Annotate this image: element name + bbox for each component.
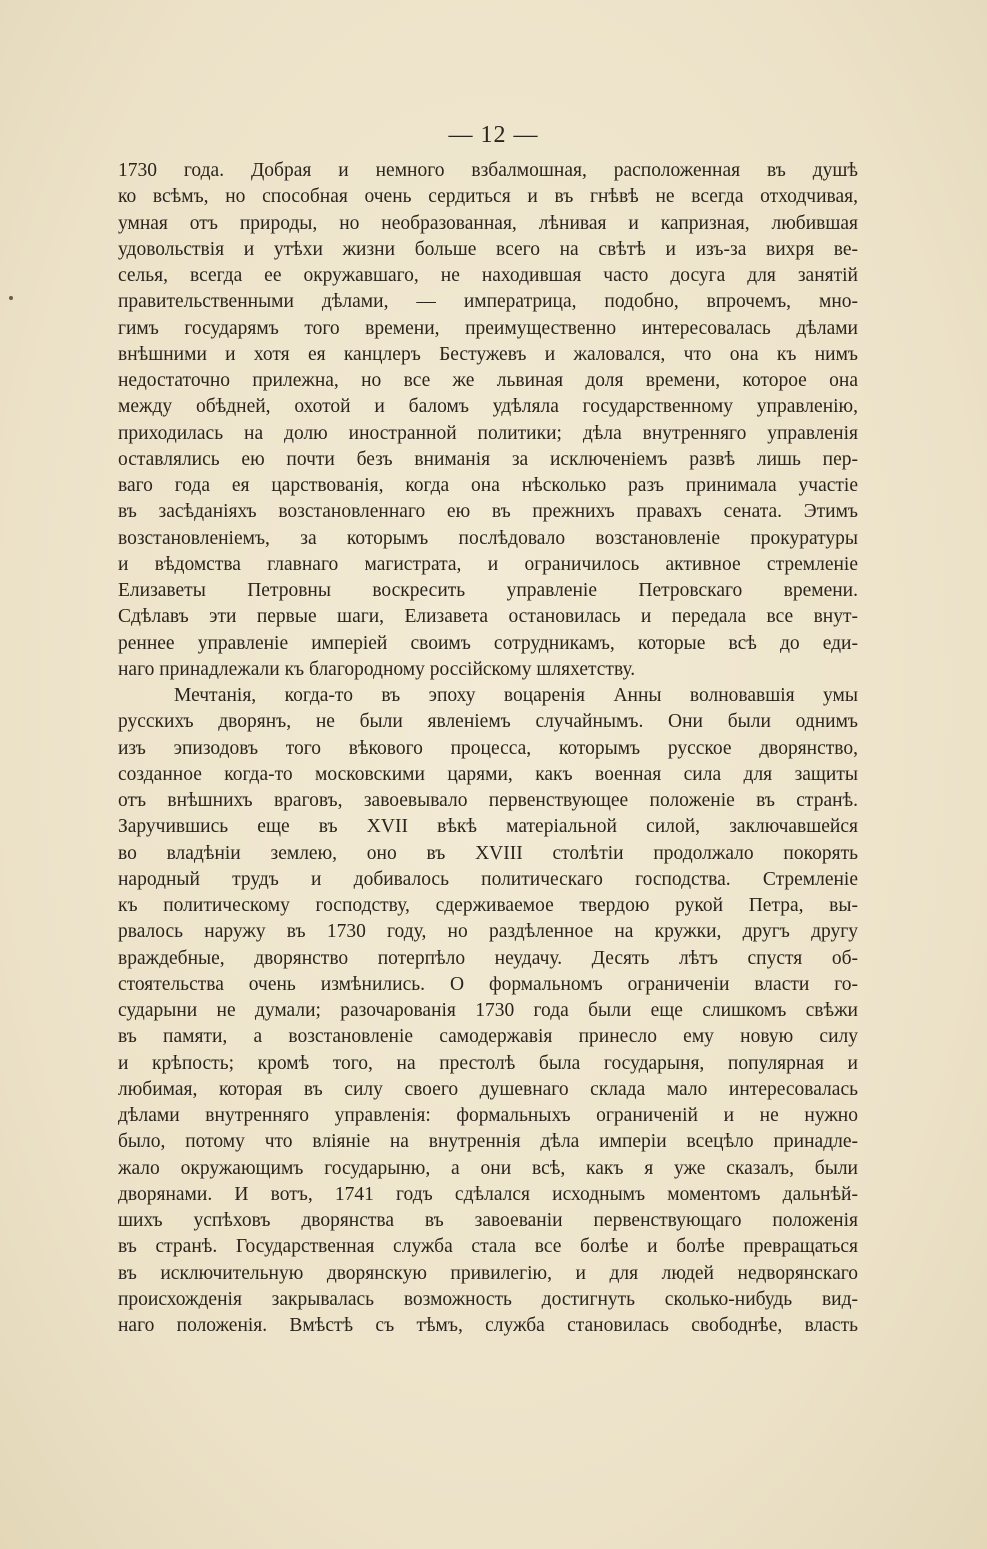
text-line: 1730 года. Добрая и немного взбалмошная, расположенная въ душѣ bbox=[118, 160, 858, 181]
text-line: реннее управленіе имперіей своимъ сотрудникамъ, которые всѣ до еди- bbox=[118, 632, 858, 654]
text-line: Елизаветы Петровны воскресить управленіе Петровскаго времени. bbox=[118, 580, 858, 601]
text-line: дворянами. И вотъ, 1741 годъ сдѣлался исходнымъ моментомъ дальнѣй- bbox=[118, 1183, 858, 1205]
text-line: возстановленіемъ, за которымъ послѣдовало возстановленіе прокуратуры bbox=[118, 527, 858, 549]
text-line: въ странѣ. Государственная служба стала все болѣе и болѣе превращаться bbox=[118, 1236, 858, 1258]
page-number: — 12 — bbox=[448, 122, 539, 148]
text-line: наго положенія. Вмѣстѣ съ тѣмъ, служба становилась свободнѣе, власть bbox=[118, 1315, 858, 1336]
text-line: въ памяти, а возстановленіе самодержавія принесло ему новую силу bbox=[118, 1026, 858, 1048]
body-text bbox=[118, 158, 858, 1339]
text-line: удовольствія и утѣхи жизни больше всего на свѣтѣ и изъ-за вихря ве- bbox=[118, 238, 858, 260]
text-line: наго принадлежали къ благородному россійскому шляхетству. bbox=[118, 658, 636, 680]
text-line: Мечтанія, когда-то въ эпоху воцаренія Анны волновавшія умы bbox=[174, 685, 858, 706]
text-line: любимая, которая въ силу своего душевнаго склада мало интересовалась bbox=[118, 1078, 858, 1100]
text-line: происхожденія закрывалась возможность достигнуть сколько-нибудь вид- bbox=[118, 1288, 858, 1310]
text-line: ко всѣмъ, но способная очень сердиться и въ гнѣвѣ не всегда отходчивая, bbox=[118, 186, 858, 208]
paragraph bbox=[118, 158, 858, 683]
text-line: стоятельства очень измѣнились. О формальномъ ограниченіи власти го- bbox=[118, 973, 858, 995]
text-line: недостаточно прилежна, но все же львиная доля времени, которое она bbox=[118, 370, 858, 391]
text-line: изъ эпизодовъ того вѣкового процесса, которымъ русское дворянство, bbox=[118, 737, 858, 759]
text-line: народный трудъ и добивалось политическаго господства. Стремленіе bbox=[118, 868, 858, 890]
text-line: ваго года ея царствованія, когда она нѣсколько разъ принимала участіе bbox=[118, 475, 858, 496]
text-line: въ исключительную дворянскую привилегію, и для людей недворянскаго bbox=[118, 1262, 858, 1284]
text-line: Заручившись еще въ XVII вѣкѣ матеріальной силой, заключавшейся bbox=[118, 816, 858, 838]
text-line: и вѣдомства главнаго магистрата, и ограничилось активное стремленіе bbox=[118, 553, 858, 575]
text-line: селья, всегда ее окружавшаго, не находившая часто досуга для занятій bbox=[118, 265, 858, 286]
text-line: рвалось наружу въ 1730 году, но раздѣленное на кружки, другъ другу bbox=[118, 921, 858, 943]
text-line: сударыни не думали; разочарованія 1730 года были еще слишкомъ свѣжи bbox=[118, 1000, 858, 1021]
text-line: въ засѣданіяхъ возстановленнаго ею въ прежнихъ правахъ сената. Этимъ bbox=[118, 501, 858, 523]
text-line: дѣлами внутренняго управленія: формальныхъ ограниченій и не нужно bbox=[118, 1105, 858, 1126]
text-line: Сдѣлавъ эти первые шаги, Елизавета остановилась и передала все внут- bbox=[118, 606, 858, 628]
text-line: гимъ государямъ того времени, преимущественно интересовалась дѣлами bbox=[118, 317, 858, 339]
text-line: отъ внѣшнихъ враговъ, завоевывало первенствующее положеніе въ странѣ. bbox=[118, 790, 858, 811]
text-line: къ политическому господству, сдерживаемое твердою рукой Петра, вы- bbox=[118, 895, 858, 916]
text-line: во владѣніи землею, оно въ XVIII столѣтіи продолжало покорять bbox=[118, 842, 858, 864]
text-line: было, потому что вліяніе на внутреннія дѣла имперіи всецѣло принадле- bbox=[118, 1131, 858, 1153]
text-line: созданное когда-то московскими царями, какъ военная сила для защиты bbox=[118, 763, 858, 785]
text-line: внѣшними и хотя ея канцлеръ Бестужевъ и жаловался, что она къ нимъ bbox=[118, 343, 858, 365]
text-line: между обѣдней, охотой и баломъ удѣляла государственному управленію, bbox=[118, 396, 858, 418]
text-line: жало окружающимъ государыню, а они всѣ, какъ я уже сказалъ, были bbox=[118, 1157, 858, 1179]
text-line: оставлялись ею почти безъ вниманія за исключеніемъ развѣ лишь пер- bbox=[118, 448, 858, 470]
text-line: приходилась на долю иностранной политики; дѣла внутренняго управленія bbox=[118, 422, 858, 444]
text-line: правительственными дѣлами, — императрица, подобно, впрочемъ, мно- bbox=[118, 291, 858, 313]
paragraph bbox=[118, 683, 858, 1339]
paper-speck bbox=[9, 296, 13, 300]
text-line: и крѣпость; кромѣ того, на престолѣ была государыня, популярная и bbox=[118, 1052, 858, 1074]
text-line: русскихъ дворянъ, не были явленіемъ случайнымъ. Они были однимъ bbox=[118, 711, 858, 733]
text-line: шихъ успѣховъ дворянства въ завоеваніи первенствующаго положенія bbox=[118, 1210, 858, 1231]
text-line: умная отъ природы, но необразованная, лѣнивая и капризная, любившая bbox=[118, 212, 858, 234]
text-line: враждебные, дворянство потерпѣло неудачу. Десять лѣтъ спустя об- bbox=[118, 947, 858, 969]
